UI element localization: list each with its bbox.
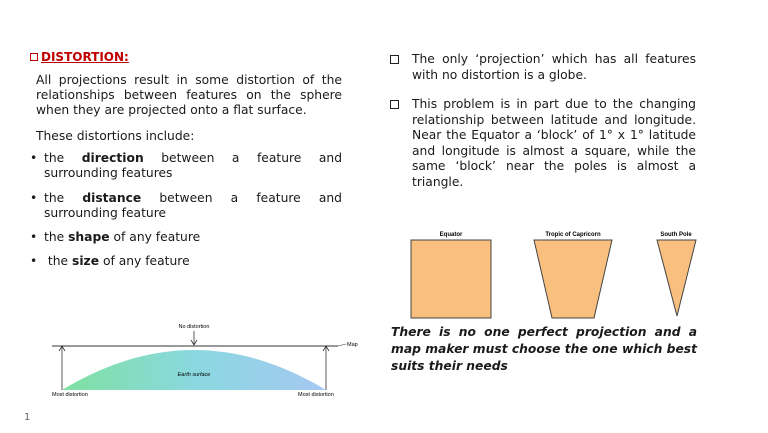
checkbox-bullet-icon [30,53,38,61]
equator-block [411,240,491,318]
most-distortion-right-label: Most distortion [298,392,334,398]
most-distortion-left-label: Most distortion [52,392,88,398]
pole-block [657,240,696,316]
bullet-dot-icon: • [30,230,38,244]
checkbox-bullet-icon [390,55,399,64]
bullet-shape: • the shape of any feature [30,230,201,244]
earth-surface-label: Earth surface [177,372,211,378]
bullet-dot-icon: • [30,191,38,205]
distortions-subheading: These distortions include: [36,129,195,143]
latitude-longitude-statement: This problem is in part due to the changing relationship between latitude and longitude. Near the Equator a ‘block’ of 1° x 1° latitude and longitude is almost a square, while the same ‘block’ near the poles is almost a triangle. [390,97,696,190]
bullet-direction: • the direction between a feature and surrounding features [30,151,342,180]
bullet-dot-icon: • [30,151,38,165]
map-label: Map [347,342,358,348]
no-distortion-label: No distortion [178,324,210,330]
checkbox-bullet-icon [390,100,399,109]
block-shapes-diagram [400,228,706,322]
map-leader-line [338,344,346,346]
earth-surface-shape [62,350,326,390]
distortion-heading [30,50,129,64]
conclusion-text: There is no one perfect projection and a map maker must choose the one which best suits their needs [391,325,697,373]
intro-paragraph: All projections result in some distortion of the relationships between features on the sphere when they are projected onto a flat surface. [36,73,342,117]
heading-text: DISTORTION: [41,50,129,64]
bullet-dot-icon: • [30,254,38,268]
tropic-label: Tropic of Capricorn [545,232,601,238]
south-pole-label: South Pole [660,232,692,238]
distortion-diagram [40,318,360,402]
slide-number: 1 [24,412,31,423]
globe-statement: The only ‘projection’ which has all features with no distortion is a globe. [390,52,696,83]
equator-label: Equator [439,232,463,238]
bullet-size: • the size of any feature [30,254,190,268]
bullet-distance: • the distance between a feature and surrounding feature [30,191,342,220]
tropic-block [534,240,612,318]
